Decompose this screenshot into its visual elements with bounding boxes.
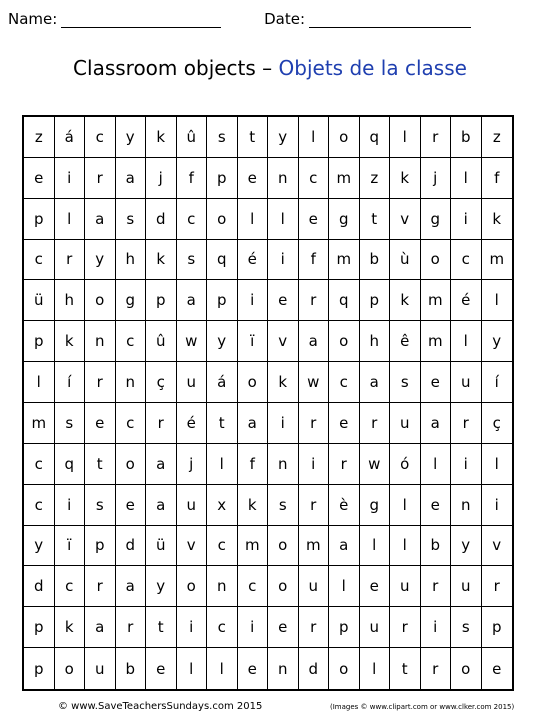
grid-cell[interactable]: ï (238, 321, 269, 362)
grid-cell[interactable]: l (299, 117, 330, 158)
grid-cell[interactable]: r (360, 403, 391, 444)
grid-cell[interactable]: l (390, 526, 421, 567)
grid-cell[interactable]: d (116, 526, 147, 567)
grid-cell[interactable]: n (451, 485, 482, 526)
grid-cell[interactable]: r (421, 648, 452, 689)
grid-cell[interactable]: p (329, 607, 360, 648)
grid-cell[interactable]: á (207, 362, 238, 403)
grid-cell[interactable]: y (24, 526, 55, 567)
grid-cell[interactable]: l (268, 199, 299, 240)
grid-cell[interactable]: g (329, 199, 360, 240)
grid-cell[interactable]: d (299, 648, 330, 689)
grid-cell[interactable]: m (329, 158, 360, 199)
grid-cell[interactable]: l (451, 321, 482, 362)
grid-cell[interactable]: n (207, 566, 238, 607)
grid-cell[interactable]: c (116, 403, 147, 444)
grid-cell[interactable]: r (299, 403, 330, 444)
grid-cell[interactable]: c (24, 444, 55, 485)
grid-cell[interactable]: l (329, 566, 360, 607)
grid-cell[interactable]: b (421, 526, 452, 567)
grid-cell[interactable]: i (421, 607, 452, 648)
grid-cell[interactable]: e (116, 485, 147, 526)
grid-cell[interactable]: f (177, 158, 208, 199)
grid-cell[interactable]: i (268, 240, 299, 281)
grid-cell[interactable]: o (207, 199, 238, 240)
grid-cell[interactable]: n (268, 444, 299, 485)
grid-cell[interactable]: ü (24, 280, 55, 321)
grid-cell[interactable]: j (177, 444, 208, 485)
grid-cell[interactable]: y (207, 321, 238, 362)
grid-cell[interactable]: l (360, 526, 391, 567)
grid-cell[interactable]: v (390, 199, 421, 240)
grid-cell[interactable]: q (207, 240, 238, 281)
grid-cell[interactable]: h (116, 240, 147, 281)
grid-cell[interactable]: l (24, 362, 55, 403)
grid-cell[interactable]: o (329, 321, 360, 362)
grid-cell[interactable]: t (238, 117, 269, 158)
grid-cell[interactable]: u (360, 607, 391, 648)
grid-cell[interactable]: k (390, 280, 421, 321)
grid-cell[interactable]: a (116, 566, 147, 607)
grid-cell[interactable]: j (146, 158, 177, 199)
grid-cell[interactable]: v (177, 526, 208, 567)
grid-cell[interactable]: y (146, 566, 177, 607)
grid-cell[interactable]: o (421, 240, 452, 281)
grid-cell[interactable]: p (207, 280, 238, 321)
grid-cell[interactable]: a (360, 362, 391, 403)
grid-cell[interactable]: r (421, 117, 452, 158)
grid-cell[interactable]: é (451, 280, 482, 321)
grid-cell[interactable]: n (116, 362, 147, 403)
grid-cell[interactable]: k (55, 607, 86, 648)
grid-cell[interactable]: i (268, 403, 299, 444)
grid-cell[interactable]: o (329, 117, 360, 158)
grid-cell[interactable]: e (85, 403, 116, 444)
grid-cell[interactable]: û (177, 117, 208, 158)
grid-cell[interactable]: o (238, 362, 269, 403)
grid-cell[interactable]: n (268, 158, 299, 199)
grid-cell[interactable]: r (329, 444, 360, 485)
grid-cell[interactable]: i (451, 444, 482, 485)
grid-cell[interactable]: e (24, 158, 55, 199)
grid-cell[interactable]: e (421, 485, 452, 526)
grid-cell[interactable]: c (55, 566, 86, 607)
grid-cell[interactable]: é (177, 403, 208, 444)
grid-cell[interactable]: z (482, 117, 513, 158)
grid-cell[interactable]: a (177, 280, 208, 321)
grid-cell[interactable]: i (299, 444, 330, 485)
grid-cell[interactable]: i (451, 199, 482, 240)
grid-cell[interactable]: o (55, 648, 86, 689)
grid-cell[interactable]: c (177, 199, 208, 240)
grid-cell[interactable]: l (482, 280, 513, 321)
grid-cell[interactable]: e (268, 280, 299, 321)
grid-cell[interactable]: w (177, 321, 208, 362)
copyright-footer: © www.SaveTeachersSundays.com 2015 (58, 701, 263, 712)
grid-cell[interactable]: b (451, 117, 482, 158)
grid-cell[interactable]: c (116, 321, 147, 362)
grid-cell[interactable]: q (55, 444, 86, 485)
grid-cell[interactable]: c (207, 607, 238, 648)
grid-cell[interactable]: é (238, 240, 269, 281)
grid-cell[interactable]: k (390, 158, 421, 199)
grid-cell[interactable]: p (24, 321, 55, 362)
grid-cell[interactable]: l (55, 199, 86, 240)
grid-cell[interactable]: m (24, 403, 55, 444)
grid-cell[interactable]: i (238, 607, 269, 648)
grid-cell[interactable]: m (421, 321, 452, 362)
grid-cell[interactable]: e (268, 607, 299, 648)
grid-cell[interactable]: u (85, 648, 116, 689)
grid-cell[interactable]: c (238, 566, 269, 607)
grid-cell[interactable]: n (85, 321, 116, 362)
title-english: Classroom objects (73, 56, 256, 80)
grid-cell[interactable]: y (451, 526, 482, 567)
grid-cell[interactable]: z (360, 158, 391, 199)
grid-cell[interactable]: p (360, 280, 391, 321)
grid-cell[interactable]: ï (55, 526, 86, 567)
grid-cell[interactable]: v (268, 321, 299, 362)
grid-cell[interactable]: m (482, 240, 513, 281)
grid-cell[interactable]: s (85, 485, 116, 526)
grid-cell[interactable]: s (177, 240, 208, 281)
grid-cell[interactable]: c (451, 240, 482, 281)
grid-cell[interactable]: o (85, 280, 116, 321)
grid-cell[interactable]: i (177, 607, 208, 648)
grid-cell[interactable]: o (451, 648, 482, 689)
grid-cell[interactable]: e (238, 648, 269, 689)
grid-cell[interactable]: è (329, 485, 360, 526)
grid-cell[interactable]: k (55, 321, 86, 362)
grid-cell[interactable]: z (24, 117, 55, 158)
grid-cell[interactable]: q (329, 280, 360, 321)
grid-cell[interactable]: c (85, 117, 116, 158)
image-credits-footer: (Images © www.clipart.com or www.clker.com 2015) (330, 703, 515, 711)
grid-cell[interactable]: a (146, 485, 177, 526)
grid-cell[interactable]: c (24, 240, 55, 281)
grid-cell[interactable]: a (238, 403, 269, 444)
grid-cell[interactable]: u (177, 362, 208, 403)
grid-cell[interactable]: h (55, 280, 86, 321)
grid-cell[interactable]: p (24, 607, 55, 648)
grid-cell[interactable]: í (482, 362, 513, 403)
grid-cell[interactable]: o (329, 648, 360, 689)
grid-cell[interactable]: p (146, 280, 177, 321)
grid-cell[interactable]: l (482, 444, 513, 485)
date-field-line[interactable] (309, 13, 471, 28)
grid-cell[interactable]: ç (146, 362, 177, 403)
grid-cell[interactable]: a (299, 321, 330, 362)
grid-cell[interactable]: c (24, 485, 55, 526)
grid-cell[interactable]: i (238, 280, 269, 321)
grid-cell[interactable]: p (85, 526, 116, 567)
grid-cell[interactable]: s (390, 362, 421, 403)
grid-cell[interactable]: t (207, 403, 238, 444)
grid-cell[interactable]: u (177, 485, 208, 526)
grid-cell[interactable]: l (177, 648, 208, 689)
grid-cell[interactable]: a (85, 607, 116, 648)
grid-cell[interactable]: í (55, 362, 86, 403)
name-field-line[interactable] (61, 13, 221, 28)
grid-cell[interactable]: f (299, 240, 330, 281)
grid-cell[interactable]: f (482, 158, 513, 199)
grid-cell[interactable]: i (482, 485, 513, 526)
grid-cell[interactable]: d (24, 566, 55, 607)
grid-cell[interactable]: o (177, 566, 208, 607)
grid-cell[interactable]: e (146, 648, 177, 689)
grid-cell[interactable]: d (146, 199, 177, 240)
grid-cell[interactable]: r (85, 362, 116, 403)
grid-cell[interactable]: p (24, 199, 55, 240)
grid-cell[interactable]: t (85, 444, 116, 485)
header (8, 10, 471, 28)
grid-cell[interactable]: u (390, 403, 421, 444)
grid-cell[interactable]: a (146, 444, 177, 485)
grid-cell[interactable]: l (451, 158, 482, 199)
grid-cell[interactable]: ê (390, 321, 421, 362)
grid-cell[interactable]: ç (482, 403, 513, 444)
grid-cell[interactable]: e (329, 403, 360, 444)
grid-cell[interactable]: j (421, 158, 452, 199)
grid-cell[interactable]: á (55, 117, 86, 158)
grid-cell[interactable]: c (299, 158, 330, 199)
grid-cell[interactable]: r (85, 566, 116, 607)
grid-cell[interactable]: ó (390, 444, 421, 485)
grid-cell[interactable]: o (268, 526, 299, 567)
grid-cell[interactable]: l (360, 648, 391, 689)
grid-cell[interactable]: u (299, 566, 330, 607)
grid-cell[interactable]: ù (390, 240, 421, 281)
grid-cell[interactable]: t (390, 648, 421, 689)
grid-cell[interactable]: c (207, 526, 238, 567)
grid-cell[interactable]: e (421, 362, 452, 403)
grid-cell[interactable]: l (238, 199, 269, 240)
grid-cell[interactable]: g (116, 280, 147, 321)
title-separator: – (262, 56, 273, 80)
grid-cell[interactable]: s (116, 199, 147, 240)
grid-cell[interactable]: s (451, 607, 482, 648)
grid-cell[interactable]: k (482, 199, 513, 240)
grid-cell[interactable]: u (451, 566, 482, 607)
date-label: Date: (264, 10, 305, 28)
grid-cell[interactable]: s (55, 403, 86, 444)
grid-cell[interactable]: o (268, 566, 299, 607)
grid-cell[interactable]: a (85, 199, 116, 240)
grid-cell[interactable]: r (390, 607, 421, 648)
name-label: Name: (8, 10, 58, 28)
grid-cell[interactable]: p (24, 648, 55, 689)
grid-cell[interactable]: i (55, 485, 86, 526)
grid-cell[interactable]: y (116, 117, 147, 158)
grid-cell[interactable]: y (85, 240, 116, 281)
grid-cell[interactable]: w (360, 444, 391, 485)
grid-cell[interactable]: p (482, 607, 513, 648)
grid-cell[interactable]: y (268, 117, 299, 158)
grid-cell[interactable]: a (421, 403, 452, 444)
grid-cell[interactable]: k (146, 240, 177, 281)
date-group (264, 10, 471, 28)
grid-cell[interactable]: e (238, 158, 269, 199)
grid-cell[interactable]: b (116, 648, 147, 689)
grid-cell[interactable]: y (482, 321, 513, 362)
grid-cell[interactable]: l (207, 444, 238, 485)
grid-cell[interactable]: a (116, 158, 147, 199)
grid-cell[interactable]: m (299, 526, 330, 567)
grid-cell[interactable]: g (360, 485, 391, 526)
grid-cell[interactable]: l (390, 117, 421, 158)
grid-cell[interactable]: h (360, 321, 391, 362)
grid-cell[interactable]: r (451, 403, 482, 444)
grid-cell[interactable]: r (421, 566, 452, 607)
grid-cell[interactable]: ü (146, 526, 177, 567)
grid-cell[interactable]: û (146, 321, 177, 362)
grid-cell[interactable]: k (146, 117, 177, 158)
grid-cell[interactable]: s (207, 117, 238, 158)
grid-cell[interactable]: r (146, 403, 177, 444)
grid-cell[interactable]: r (299, 280, 330, 321)
grid-cell[interactable]: k (238, 485, 269, 526)
grid-cell[interactable]: r (299, 607, 330, 648)
title-french: Objets de la classe (278, 56, 467, 80)
grid-cell[interactable]: k (268, 362, 299, 403)
grid-cell[interactable]: r (299, 485, 330, 526)
grid-cell[interactable]: m (238, 526, 269, 567)
grid-cell[interactable]: p (207, 158, 238, 199)
grid-cell[interactable]: e (492, 659, 502, 678)
page-title (0, 56, 540, 80)
grid-cell[interactable]: e (299, 199, 330, 240)
word-search-grid (22, 115, 514, 691)
grid-cell[interactable]: r (482, 566, 513, 607)
grid-cell[interactable]: r (55, 240, 86, 281)
grid-cell[interactable]: v (482, 526, 513, 567)
grid-cell[interactable]: s (268, 485, 299, 526)
grid-cell[interactable]: c (329, 362, 360, 403)
grid-cell[interactable]: m (421, 280, 452, 321)
grid-cell[interactable]: t (360, 199, 391, 240)
grid-cell[interactable]: q (360, 117, 391, 158)
grid-cell[interactable]: t (146, 607, 177, 648)
grid-cell[interactable]: b (360, 240, 391, 281)
grid-cell[interactable]: u (451, 362, 482, 403)
grid-cell[interactable]: a (329, 526, 360, 567)
grid-cell[interactable]: o (116, 444, 147, 485)
grid-cell[interactable]: f (238, 444, 269, 485)
grid-cell[interactable]: n (268, 648, 299, 689)
grid-cell[interactable]: e (360, 566, 391, 607)
grid-cell[interactable]: m (329, 240, 360, 281)
grid-cell[interactable]: g (421, 199, 452, 240)
grid-cell[interactable]: l (390, 485, 421, 526)
grid-cell[interactable]: r (116, 607, 147, 648)
grid-cell[interactable]: x (207, 485, 238, 526)
grid-cell[interactable]: w (299, 362, 330, 403)
grid-cell[interactable]: u (390, 566, 421, 607)
grid-cell[interactable]: l (207, 648, 238, 689)
grid-cell[interactable]: r (85, 158, 116, 199)
grid-cell[interactable]: l (421, 444, 452, 485)
grid-cell[interactable]: i (55, 158, 86, 199)
